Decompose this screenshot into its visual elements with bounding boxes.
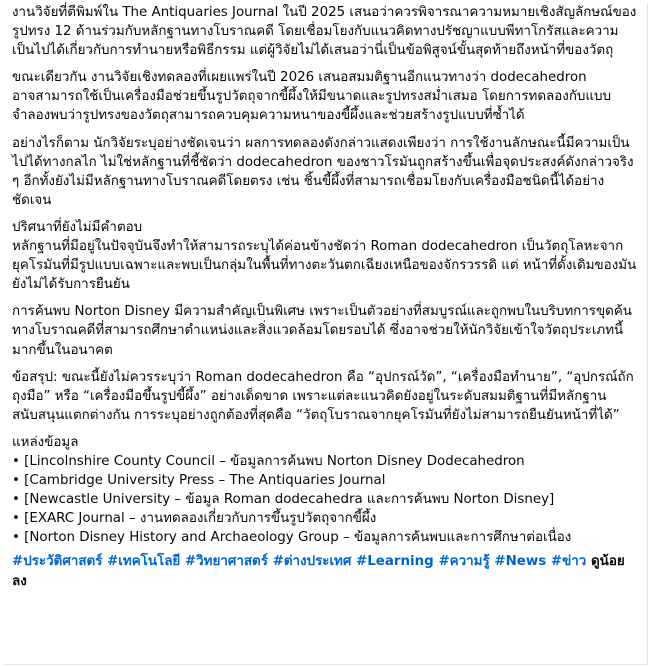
paragraph-norton-disney-discovery: การค้นพบ Norton Disney มีความสำคัญเป็นพิเศษ เพราะเป็นตัวอย่างที่สมบูรณ์และถูกพบในบริบทการขุดค้นทางโบราณคดีที่สามารถศึกษาตำแหน่งและสิ่งแวดล้อมโดยรอบได้ ซึ่งอาจช่วยให้นักวิจัยเข้าใจวัตถุประเภทนี้มากขึ้นในอนาคต bbox=[12, 304, 632, 358]
post-body bbox=[4, 3, 648, 665]
hashtag-news-thai[interactable]: #ข่าว bbox=[550, 554, 587, 570]
section-unanswered-mystery bbox=[12, 218, 639, 294]
hashtag-technology[interactable]: #เทคโนโลยี bbox=[107, 554, 181, 570]
paragraph-researcher-caveat: อย่างไรก็ตาม นักวิจัยระบุอย่างชัดเจนว่า ผลการทดลองดังกล่าวแสดงเพียงว่า การใช้งานลักษณะนี้มีความเป็นไปได้ทางกลไก ไม่ใช่หลักฐานที่ชี้ชัดว่า dodecahedron ของชาวโรมันถูกสร้างขึ้นเพื่อจุดประสงค์ดังกล่าวจริง ๆ อีกทั้งยังไม่มีหลักฐานทางโบราณคดีโดยตรง เช่น ชิ้นขี้ผึ้งที่สามารถเชื่อมโยงกับเครื่องมือชนิดนี้ได้อย่างชัดเจน bbox=[12, 135, 634, 208]
source-item: • [Cambridge University Press – The Antiquaries Journal bbox=[12, 473, 386, 489]
source-item: • [Lincolnshire County Council – ข้อมูลการค้นพบ Norton Disney Dodecahedron bbox=[12, 453, 525, 469]
paragraph-antiquaries-journal: งานวิจัยที่ตีพิมพ์ใน The Antiquaries Journal ในปี 2025 เสนอว่าควรพิจารณาความหมายเชิงสัญลักษณ์ของรูปทรง 12 ด้านร่วมกับหลักฐานทางโบราณคดี โดยเชื่อมโยงกับแนวคิดทางปรัชญาแบบพีทาโกรัสและความเป็นไปได้เกี่ยวกับการทำนายหรือพิธีกรรม แต่ผู้วิจัยไม่ได้เสนอว่านี่เป็นข้อพิสูจน์ขั้นสุดท้ายถึงหน้าที่ของวัตถุ bbox=[12, 5, 637, 59]
source-item: • [EXARC Journal – งานทดลองเกี่ยวกับการขึ้นรูปวัตถุจากขี้ผึ้ง bbox=[12, 511, 377, 527]
hashtag-science[interactable]: #วิทยาศาสตร์ bbox=[184, 554, 268, 570]
see-less-button[interactable]: ดูน้อยลง bbox=[12, 554, 625, 589]
hashtag-international[interactable]: #ต่างประเทศ bbox=[272, 554, 352, 570]
source-item: • [Norton Disney History and Archaeology Group – ข้อมูลการค้นพบและการศึกษาต่อเนื่อง bbox=[12, 530, 572, 546]
sources-list bbox=[12, 452, 639, 547]
hashtag-history[interactable]: #ประวัติศาสตร์ bbox=[12, 554, 103, 570]
hashtags-line bbox=[12, 552, 639, 590]
section-body: หลักฐานที่มีอยู่ในปัจจุบันจึงทำให้สามารถระบุได้ค่อนข้างชัดว่า Roman dodecahedron เป็นวัตถุโลหะจากยุคโรมันที่มีรูปแบบเฉพาะและพบเป็นกลุ่มในพื้นที่ทางตะวันตกเฉียงเหนือของจักรวรรดิ แต่ หน้าที่ดั้งเดิมของมันยังไม่ได้รับการยืนยัน bbox=[12, 239, 637, 293]
hashtag-news[interactable]: #News bbox=[494, 554, 547, 570]
section-heading: ปริศนาที่ยังไม่มีคำตอบ bbox=[12, 219, 143, 235]
sources-section bbox=[12, 433, 639, 548]
hashtag-knowledge[interactable]: #ความรู้ bbox=[438, 554, 490, 570]
sources-title: แหล่งข้อมูล bbox=[12, 434, 79, 450]
source-item: • [Newcastle University – ข้อมูล Roman dodecahedra และการค้นพบ Norton Disney] bbox=[12, 492, 555, 508]
hashtag-learning[interactable]: #Learning bbox=[356, 554, 434, 570]
paragraph-experimental-research: ขณะเดียวกัน งานวิจัยเชิงทดลองที่เผยแพร่ในปี 2026 เสนอสมมติฐานอีกแนวทางว่า dodecahedron อาจสามารถใช้เป็นเครื่องมือช่วยขึ้นรูปวัตถุจากขี้ผึ้งให้มีขนาดและรูปทรงสม่ำเสมอ โดยการทดลองกับแบบจำลองพบว่ารูปทรงของวัตถุสามารถควบคุมความหนาของขี้ผึ้งและช่วยสร้างรูปแบบที่ซ้ำได้ bbox=[12, 70, 612, 124]
paragraph-conclusion: ข้อสรุป: ขณะนี้ยังไม่ควรระบุว่า Roman dodecahedron คือ “อุปกรณ์วัด”, “เครื่องมือทำนาย”, “อุปกรณ์ถักถุงมือ” หรือ “เครื่องมือขึ้นรูปขี้ผึ้ง” อย่างเด็ดขาด เพราะแต่ละแนวคิดยังอยู่ในระดับสมมติฐานที่มีหลักฐานสนับสนุนแตกต่างกัน การระบุอย่างถูกต้องที่สุดคือ “วัตถุโบราณจากยุคโรมันที่ยังไม่สามารถยืนยันหน้าที่ได้” bbox=[12, 369, 634, 423]
